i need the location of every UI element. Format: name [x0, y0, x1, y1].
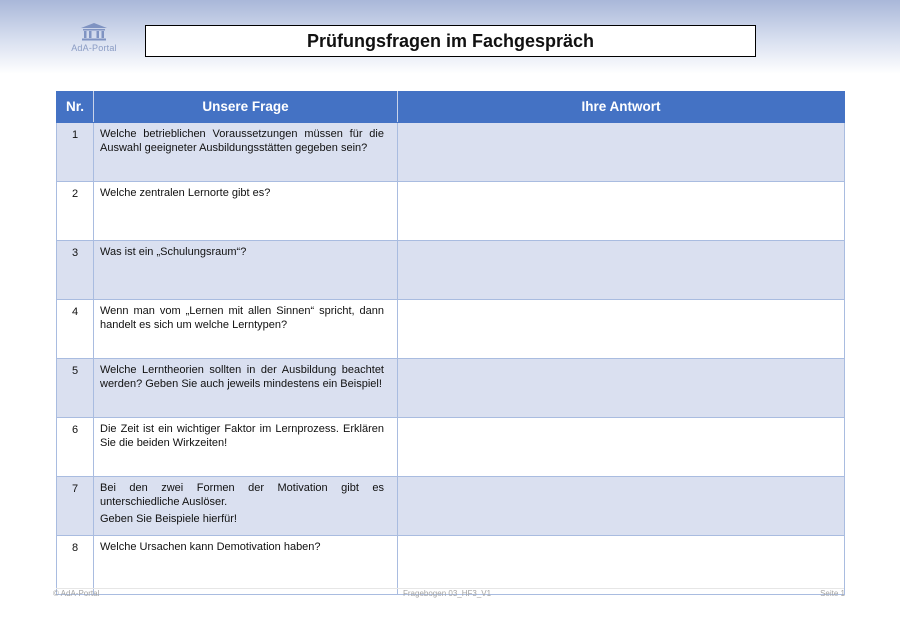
question-cell — [94, 536, 398, 595]
footer-page-number: Seite 1 — [820, 589, 845, 598]
table-row — [57, 123, 845, 182]
footer-copyright: © AdA-Portal — [53, 589, 100, 598]
table-row — [57, 241, 845, 300]
question-text: Was ist ein „Schulungsraum“? — [100, 246, 247, 258]
question-text: Die Zeit ist ein wichtiger Faktor im Lernprozess. Erklären Sie die beiden Wirkzeiten! — [100, 423, 384, 449]
question-cell — [94, 300, 398, 359]
column-header-question: Unsere Frage — [94, 92, 398, 123]
row-number: 4 — [57, 300, 94, 359]
row-number: 2 — [57, 182, 94, 241]
question-cell — [94, 123, 398, 182]
page-title: Prüfungsfragen im Fachgespräch — [145, 25, 756, 57]
question-text: Bei den zwei Formen der Motivation gibt es unterschiedliche Auslöser. — [100, 482, 384, 508]
row-number: 8 — [57, 536, 94, 595]
question-extra-text: Geben Sie Beispiele hierfür! — [100, 513, 237, 525]
column-header-answer: Ihre Antwort — [398, 92, 845, 123]
answer-cell[interactable] — [398, 418, 845, 477]
footer-document-id: Fragebogen 03_HF3_V1 — [403, 589, 492, 598]
row-number: 3 — [57, 241, 94, 300]
table-row — [57, 182, 845, 241]
question-text: Welche Ursachen kann Demotivation haben? — [100, 541, 321, 553]
question-text: Welche Lerntheorien sollten in der Ausbildung beachtet werden? Geben Sie auch jeweils mindestens ein Beispiel! — [100, 364, 384, 390]
building-icon — [79, 22, 109, 42]
table-row — [57, 300, 845, 359]
answer-cell[interactable] — [398, 241, 845, 300]
question-cell — [94, 182, 398, 241]
question-cell — [94, 477, 398, 536]
column-header-nr: Nr. — [57, 92, 94, 123]
table-row — [57, 418, 845, 477]
table-header-row — [57, 92, 845, 123]
row-number: 1 — [57, 123, 94, 182]
logo-text: AdA-Portal — [71, 43, 117, 53]
row-number: 5 — [57, 359, 94, 418]
answer-cell[interactable] — [398, 182, 845, 241]
logo — [62, 22, 126, 62]
table-row — [57, 359, 845, 418]
answer-cell[interactable] — [398, 300, 845, 359]
question-text: Welche betrieblichen Voraussetzungen müssen für die Auswahl geeigneter Ausbildungsstätten gegeben sein? — [100, 128, 384, 154]
table-row — [57, 536, 845, 595]
row-number: 7 — [57, 477, 94, 536]
row-number: 6 — [57, 418, 94, 477]
question-cell — [94, 418, 398, 477]
answer-cell[interactable] — [398, 123, 845, 182]
answer-cell[interactable] — [398, 536, 845, 595]
answer-cell[interactable] — [398, 359, 845, 418]
question-text: Wenn man vom „Lernen mit allen Sinnen“ spricht, dann handelt es sich um welche Lerntypen? — [100, 305, 384, 331]
table-row — [57, 477, 845, 536]
question-cell — [94, 359, 398, 418]
question-text: Welche zentralen Lernorte gibt es? — [100, 187, 271, 199]
questions-table — [56, 91, 845, 595]
question-cell — [94, 241, 398, 300]
answer-cell[interactable] — [398, 477, 845, 536]
